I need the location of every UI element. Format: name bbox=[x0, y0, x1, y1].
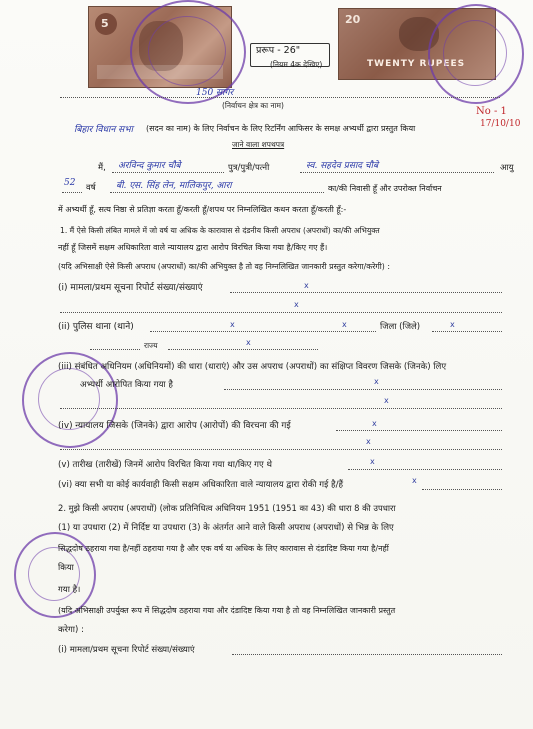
item-iii-label: (iii) संबंधित अधिनियम (अधिनियमों) की धारा (धाराएं) और उस अपराध (अपराधों) का संक्षिप्त विवरण जिसके (जिनके) लिए bbox=[58, 362, 447, 372]
item-ii-mark-district: x bbox=[450, 320, 455, 329]
item-i-mark-2: x bbox=[294, 300, 299, 309]
affidavit-para5: (यदि अभिसाक्षी ऐसे किसी अपराध (अपराधों) का/की अभियुक्त है तो वह निम्नलिखित जानकारी प्रस्तुत करेगा/करेगी) : bbox=[58, 262, 390, 271]
item-iv-mark-2: x bbox=[366, 437, 371, 446]
affidavit-para4: नहीं हूँ जिसमें सक्षम अधिकारिता वाले न्यायालय द्वारा आरोप विरचित किया गया है/किए गए हैं। bbox=[58, 243, 328, 252]
section2-line4: किया bbox=[58, 563, 74, 573]
item-i-mark: x bbox=[304, 281, 309, 290]
item-ii-state-label: राज्य bbox=[144, 341, 158, 350]
item-iv-mark: x bbox=[372, 419, 377, 428]
section2-line1: 2. मुझे किसी अपराध (अपराधों) (लोक प्रतिनिधित्व अधिनियम 1951 (1951 का 43) की धारा 8 की उपधारा bbox=[58, 503, 396, 513]
margin-note-number: No - 1 bbox=[476, 106, 507, 117]
section2-line5: गया है। bbox=[58, 585, 81, 595]
affidavit-para1-d: वर्ष bbox=[86, 183, 96, 193]
item-vi-label: (vi) क्या सभी या कोई कार्यवाही किसी सक्षम अधिकारिता वाले न्यायालय द्वारा रोकी गई है/हैं bbox=[58, 480, 344, 490]
item-iii-mark: x bbox=[374, 377, 379, 386]
father-name: स्व. सहदेव प्रसाद चौबे bbox=[306, 161, 379, 171]
item-ii-mark-state: x bbox=[246, 338, 251, 347]
item-ii-mark-police: x bbox=[230, 320, 235, 329]
section2-line3: सिद्धदोष ठहराया गया है/नहीं ठहराया गया है और एक वर्ष या अधिक के लिए कारावास से दंडादिष्ट किया गया है/नहीं bbox=[58, 544, 389, 553]
item-v-mark: x bbox=[370, 457, 375, 466]
item-ii-mark-extra: x bbox=[342, 320, 347, 329]
item-iii-mark-2: x bbox=[384, 396, 389, 405]
section2-line8: (i) मामला/प्रथम सूचना रिपोर्ट संख्या/संख्याएं bbox=[58, 645, 195, 655]
form-rule: (नियम 4क देखिए) bbox=[270, 60, 323, 69]
stamp-left-value: 5 bbox=[101, 17, 109, 30]
item-vi-mark: x bbox=[412, 476, 417, 485]
section2-line6: (यदि अभिसाक्षी उपर्युक्त रूप में सिद्धदोष ठहराया गया और दंडादिष्ट किया गया है तो वह निम्नलिखित जानकारी प्रस्तुत bbox=[58, 606, 396, 615]
house-name: बिहार विधान सभा bbox=[74, 125, 133, 135]
intro-text: (सदन का नाम) के लिए निर्वाचन के लिए रिटर्निंग आफिसर के समक्ष अभ्यर्थी द्वारा प्रस्तुत किया bbox=[146, 124, 416, 133]
margin-note-date: 17/10/10 bbox=[480, 119, 521, 129]
item-i-label: (i) मामला/प्रथम सूचना रिपोर्ट संख्या/संख्याएं bbox=[58, 283, 203, 293]
deponent-address: बी. एस. सिंह लेन, मालिकपुर, आरा bbox=[116, 181, 232, 191]
stamp-right-value: 20 bbox=[345, 13, 361, 26]
stamp-right-denomination: TWENTY RUPEES bbox=[367, 59, 466, 69]
item-v-label: (v) तारीख (तारीखें) जिनमें आरोप विरचित किया गया था/किए गए थे bbox=[58, 460, 272, 470]
affidavit-para1-c: आयु bbox=[500, 163, 514, 173]
item-ii-district-label: जिला (जिले) bbox=[380, 322, 421, 332]
item-iv-label: (iv) न्यायालय जिसके (जिनके) द्वारा आरोप (आरोपों) की विरचना की गई bbox=[58, 421, 291, 431]
constituency-name: 150 सागर bbox=[196, 88, 234, 98]
affidavit-para2: में अभ्यर्थी हूँ, सत्य निष्ठा से प्रतिज्ञा करता हूँ/करती हूँ/शपथ पर निम्नलिखित कथन करता हूँ/करती हूँ:- bbox=[58, 205, 347, 214]
deponent-age: 52 bbox=[64, 178, 76, 188]
section2-line7: करेगा) : bbox=[58, 625, 84, 635]
affidavit-para1-a: मैं, bbox=[98, 163, 106, 173]
affidavit-sub-heading: जाने वाला शपथपत्र bbox=[232, 140, 285, 149]
affidavit-para3: 1. मैं ऐसे किसी लंबित मामले में जो वर्ष या अधिक के कारावास से दंडनीय किसी अपराध (अपराधों) का/की अभियुक्त bbox=[60, 226, 380, 235]
official-seal-top-right-inner bbox=[443, 20, 507, 86]
deponent-name: अरविन्द कुमार चौबे bbox=[118, 161, 181, 171]
form-title: प्ररूप - 26" bbox=[256, 45, 301, 56]
item-iii-label-2: अभ्यर्थी आरोपित किया गया है bbox=[80, 380, 173, 390]
section2-line2: (1) या उपधारा (2) में निर्दिष्ट या उपधारा (3) के अंतर्गत आने वाले किसी अपराध (अपराधों) से भिन्न के लिए bbox=[58, 523, 394, 533]
affidavit-para1-e: का/की निवासी हूँ और उपरोक्त निर्वाचन bbox=[328, 184, 442, 193]
constituency-caption: (निर्वाचन क्षेत्र का नाम) bbox=[222, 101, 284, 110]
item-ii-police-label: (ii) पुलिस थाना (थाने) bbox=[58, 322, 134, 332]
official-seal-top-left-inner bbox=[148, 16, 226, 86]
affidavit-para1-b: पुत्र/पुत्री/पत्नी bbox=[228, 163, 270, 173]
